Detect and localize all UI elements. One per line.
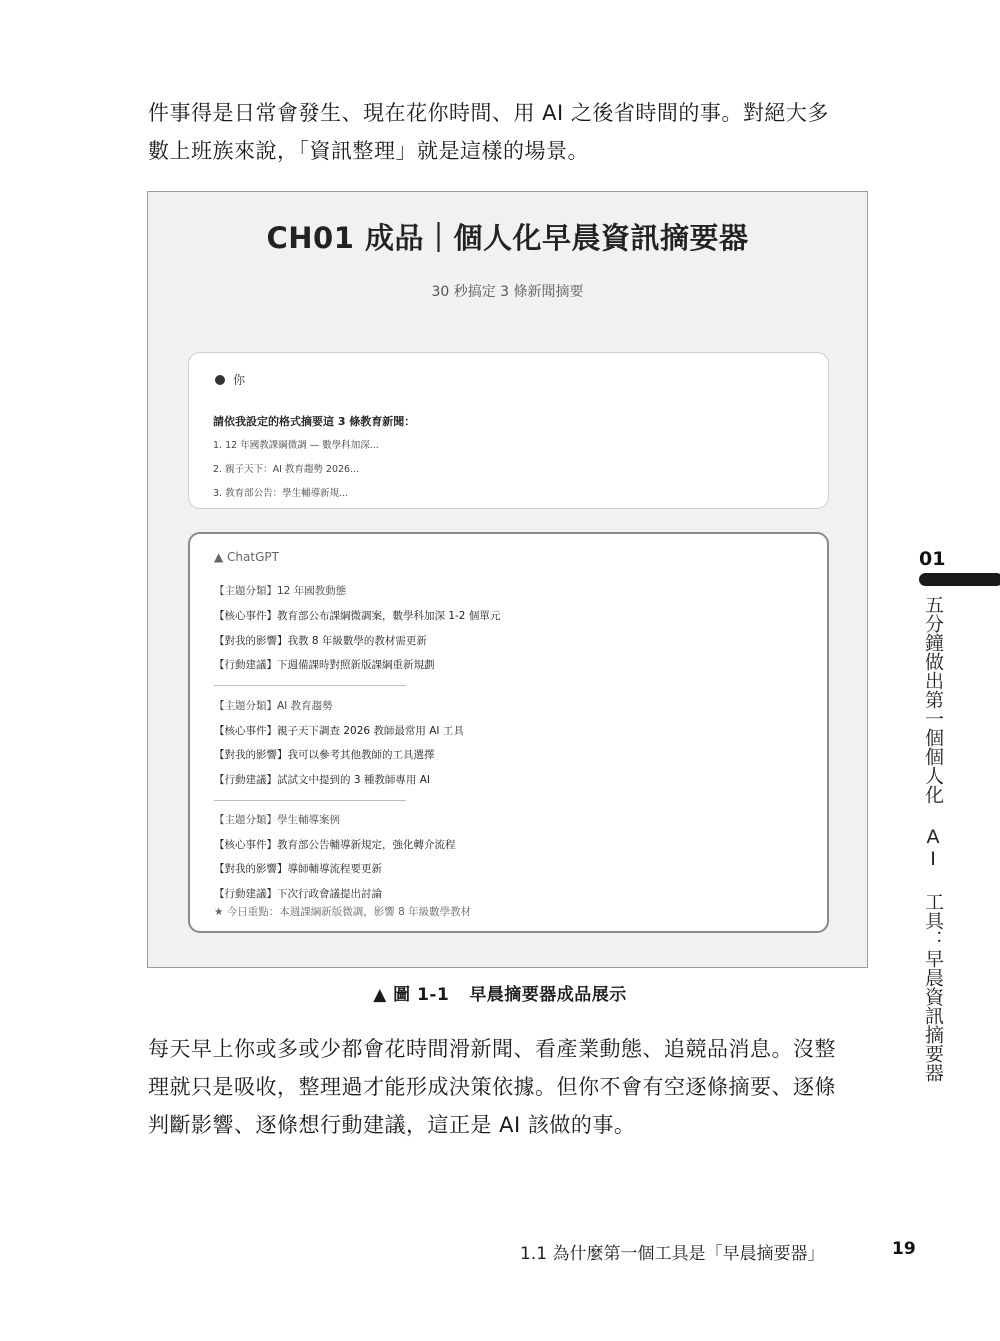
summary-topic: 【主題分類】12 年國教動態 (214, 585, 347, 597)
summary-impact: 【對我的影響】我可以參考其他教師的工具選擇 (214, 749, 435, 761)
chapter-title-vertical: 五分鐘做出第一個個人化 AI 工具：早晨資訊摘要器 (922, 595, 944, 1082)
news-item: 3. 教育部公告：學生輔導新規... (213, 488, 349, 499)
group-divider (214, 685, 406, 686)
group-divider (214, 800, 406, 801)
news-item: 2. 親子天下：AI 教育趨勢 2026... (213, 464, 360, 475)
news-item: 1. 12 年國教課綱微調 — 數學科加深... (213, 440, 379, 451)
daily-highlight: ★ 今日重點：本週課綱新版微調，影響 8 年級數學教材 (214, 906, 472, 918)
user-prompt: 請依我設定的格式摘要這 3 條教育新聞： (213, 415, 416, 428)
body-paragraph-top (148, 94, 872, 170)
paragraph-line: 判斷影響、逐條想行動建議，這正是 AI 該做的事。 (148, 1113, 636, 1137)
page-number: 19 (892, 1239, 916, 1259)
user-dot-icon (215, 375, 225, 385)
user-speaker-label: 你 (233, 373, 246, 387)
paragraph-line: 數上班族來說，「資訊整理」就是這樣的場景。 (148, 139, 589, 163)
summary-topic: 【主題分類】AI 教育趨勢 (214, 700, 333, 712)
chapter-number: 01 (919, 548, 946, 570)
summary-core-event: 【核心事件】教育部公告輔導新規定，強化轉介流程 (214, 839, 456, 851)
paragraph-line: 理就只是吸收，整理過才能形成決策依據。但你不會有空逐條摘要、逐條 (148, 1075, 836, 1099)
figure-screenshot (147, 191, 868, 968)
body-paragraph-bottom (148, 1030, 872, 1144)
user-message-card (188, 352, 829, 509)
summary-core-event: 【核心事件】教育部公布課綱微調案，數學科加深 1-2 個單元 (214, 610, 501, 622)
summary-topic: 【主題分類】學生輔導案例 (214, 814, 340, 826)
summary-action: 【行動建議】下次行政會議提出討論 (214, 888, 382, 900)
figure-caption (0, 980, 1000, 1005)
summary-action: 【行動建議】試試文中提到的 3 種教師專用 AI (214, 774, 430, 786)
user-speaker (215, 371, 245, 388)
summary-impact: 【對我的影響】導師輔導流程要更新 (214, 863, 382, 875)
running-footer: 1.1 為什麼第一個工具是「早晨摘要器」 (520, 1244, 825, 1264)
chapter-tab-bar (919, 573, 1000, 586)
paragraph-line: 每天早上你或多或少都會花時間滑新聞、看產業動態、追競品消息。沒整 (148, 1037, 836, 1061)
summary-core-event: 【核心事件】親子天下調查 2026 教師最常用 AI 工具 (214, 725, 464, 737)
figure-subtitle: 30 秒搞定 3 條新聞摘要 (431, 284, 584, 300)
figure-number: ▲ 圖 1-1 (373, 985, 450, 1005)
chatgpt-response-card (188, 532, 829, 933)
figure-title: CH01 成品｜個人化早晨資訊摘要器 (266, 221, 749, 255)
summary-action: 【行動建議】下週備課時對照新版課綱重新規劃 (214, 659, 435, 671)
figure-caption-text: 早晨摘要器成品展示 (469, 985, 627, 1005)
summary-impact: 【對我的影響】我教 8 年級數學的教材需更新 (214, 635, 427, 647)
chatgpt-speaker-label: ▲ ChatGPT (214, 550, 279, 564)
paragraph-line: 件事得是日常會發生、現在花你時間、用 AI 之後省時間的事。對絕大多 (148, 101, 829, 125)
